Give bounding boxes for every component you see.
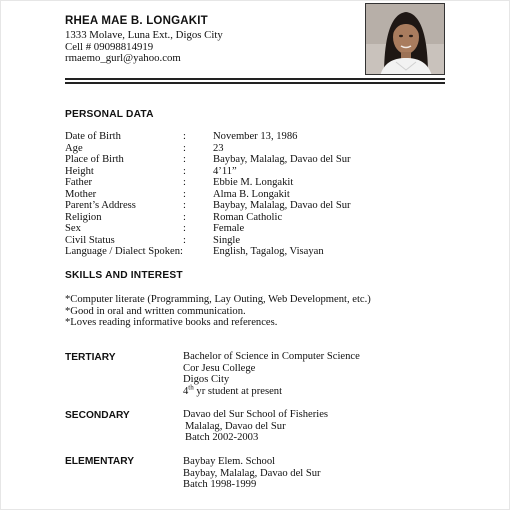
row-label: Civil Status xyxy=(65,234,115,246)
secondary-label: SECONDARY xyxy=(65,410,130,421)
elementary-place: Baybay, Malalag, Davao del Sur xyxy=(183,467,321,479)
row-label: Date of Birth xyxy=(65,131,121,142)
applicant-photo xyxy=(365,3,445,75)
personal-row-dob xyxy=(65,131,425,143)
tertiary-year xyxy=(183,383,283,397)
personal-row-mother xyxy=(65,189,425,201)
tertiary-city: Digos City xyxy=(183,374,230,385)
row-value: Baybay, Malalag, Davao del Sur xyxy=(213,154,351,165)
personal-data-heading: PERSONAL DATA xyxy=(65,109,154,120)
row-colon: : xyxy=(183,177,186,188)
header-divider-top xyxy=(65,78,445,80)
personal-row-age xyxy=(65,143,425,155)
year-text: yr student at present xyxy=(193,386,283,397)
tertiary-school: Cor Jesu College xyxy=(183,362,256,374)
row-value: 23 xyxy=(213,142,224,154)
row-colon: : xyxy=(183,234,186,246)
secondary-batch: Batch 2002-2003 xyxy=(185,432,259,443)
row-colon: : xyxy=(183,188,186,200)
applicant-name: RHEA MAE B. LONGAKIT xyxy=(65,15,208,27)
row-colon: : xyxy=(183,223,186,234)
row-label: Father xyxy=(65,177,93,188)
row-label: Language / Dialect Spoken: xyxy=(65,246,183,257)
row-colon: : xyxy=(183,131,186,142)
personal-row-civil-status xyxy=(65,235,425,247)
secondary-place: Malalag, Davao del Sur xyxy=(185,420,286,432)
row-value: Roman Catholic xyxy=(213,211,283,223)
row-value: Female xyxy=(213,223,245,234)
row-value: English, Tagalog, Visayan xyxy=(213,246,324,257)
year-number: 4 xyxy=(183,386,189,397)
row-label: Parent’s Address xyxy=(65,200,136,211)
cell-number: Cell # 09098814919 xyxy=(65,41,154,53)
tertiary-label: TERTIARY xyxy=(65,352,116,363)
elementary-label: ELEMENTARY xyxy=(65,456,135,467)
row-colon: : xyxy=(183,154,186,165)
secondary-school: Davao del Sur School of Fisheries xyxy=(183,409,329,420)
row-label: Age xyxy=(65,142,83,154)
row-colon: : xyxy=(183,211,186,223)
row-label: Height xyxy=(65,165,94,177)
row-colon: : xyxy=(183,142,186,154)
row-label: Sex xyxy=(65,223,81,234)
personal-row-sex xyxy=(65,223,425,235)
row-colon: : xyxy=(183,165,186,177)
personal-row-birthplace xyxy=(65,154,425,166)
row-label: Religion xyxy=(65,211,102,223)
row-value: Alma B. Longakit xyxy=(213,188,290,200)
email: rmaemo_gurl@yahoo.com xyxy=(65,52,181,64)
skill-item: *Loves reading informative books and references. xyxy=(65,317,278,328)
personal-row-father xyxy=(65,177,425,189)
skill-item: *Good in oral and written communication. xyxy=(65,305,246,317)
tertiary-course: Bachelor of Science in Computer Science xyxy=(183,351,360,362)
row-value: Single xyxy=(213,234,241,246)
row-value: Ebbie M. Longakit xyxy=(213,177,294,188)
personal-row-language xyxy=(65,246,425,258)
header-divider-bottom xyxy=(65,82,445,84)
elementary-batch: Batch 1998-1999 xyxy=(183,479,257,490)
personal-row-parents-address xyxy=(65,200,425,212)
personal-row-height xyxy=(65,166,425,178)
row-value: November 13, 1986 xyxy=(213,131,298,142)
year-ordinal: th xyxy=(188,383,194,392)
row-label: Place of Birth xyxy=(65,154,124,165)
address: 1333 Molave, Luna Ext., Digos City xyxy=(65,29,223,41)
skill-item: *Computer literate (Programming, Lay Outing, Web Development, etc.) xyxy=(65,294,371,305)
row-label: Mother xyxy=(65,188,97,200)
row-colon: : xyxy=(183,200,186,211)
personal-row-religion xyxy=(65,212,425,224)
elementary-school: Baybay Elem. School xyxy=(183,456,276,467)
skills-heading: SKILLS AND INTEREST xyxy=(65,270,183,281)
row-value: 4’11” xyxy=(213,165,237,177)
row-value: Baybay, Malalag, Davao del Sur xyxy=(213,200,351,211)
